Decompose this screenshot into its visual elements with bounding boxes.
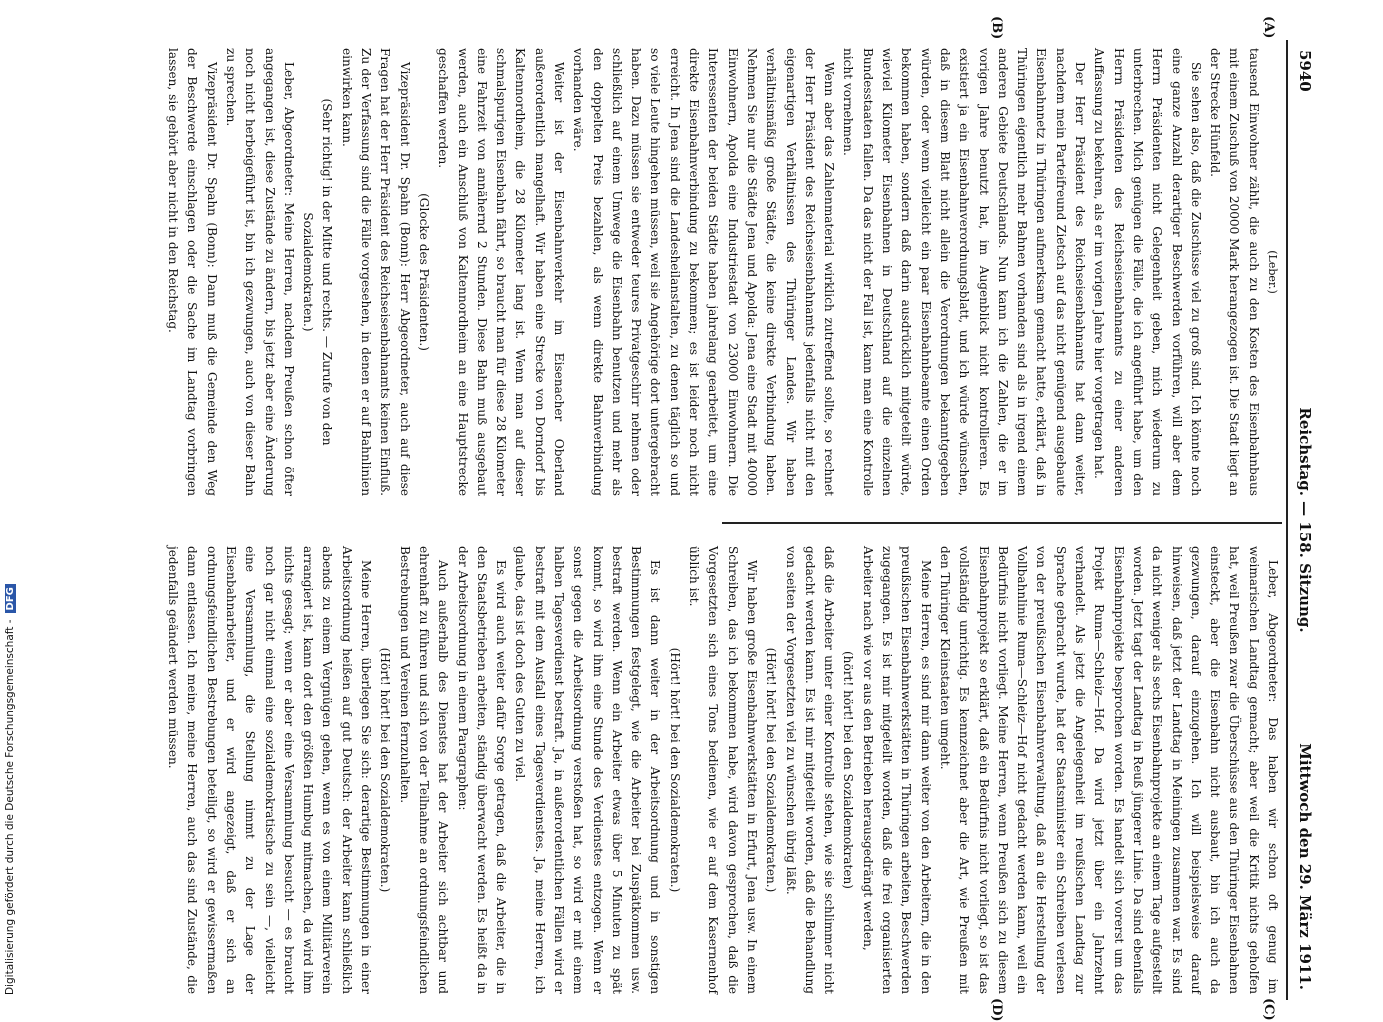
margin-mark-a: (A) bbox=[1261, 16, 1276, 39]
margin-mark-b: (B) bbox=[989, 16, 1004, 40]
header-rule bbox=[1286, 40, 1288, 1000]
dfg-logo: DFG bbox=[5, 584, 16, 613]
right-column bbox=[166, 546, 1282, 994]
session-date: Mittwoch den 29. März 1911. bbox=[1296, 743, 1314, 990]
paragraph: Vizepräsident Dr. Spahn (Bonn): Dann muß die Gemeinde den Weg der Beschwerde einschlagen oder die Sache im Landtag vorbringen lassen, sie gehört aber nicht in den Reichstag. bbox=[166, 48, 219, 496]
paragraph: Meine Herren, überlegen Sie sich: derartige Bestimmungen in einer Arbeitsordnung heißen auf gut Deutsch: der Arbeiter kann schließlich abends zu einem Vergnügen gehen, wenn es von einem Militärverein arrangiert ist, kann dort den größten Humbug mitmachen, da wird ihm nichts gesagt; wenn er aber eine Versammlung besucht — es braucht noch gar nicht einmal eine sozialdemokratische zu sein —, vielleicht eine Versammlung, die Stellung nimmt zu der Lage der Eisenbahnarbeiter, und er wird angezeigt, daß er sich an ordnungsfeindlichen Bestrebungen beteiligt, so wird er gewissermaßen dann entlassen. Ich meine, meine Herren, auch das sind Zustände, die jedenfalls geändert werden müssen. bbox=[166, 546, 374, 994]
paragraph: Sie sehen also, daß die Zuschüsse viel zu groß sind. Ich könnte noch eine ganze Anzahl derartiger Beschwerden vorführen, will aber dem Herrn Präsidenten nicht Gelegenheit geben, mich wiederum zu unterbrechen. Mich genügen die Fälle, die ich angeführt habe, um den Herrn Präsidenten des Reichseisenbahnamts zu einer anderen Auffassung zu bekehren, als er im vorigen Jahre hier vorgetragen hat. bbox=[1092, 48, 1203, 496]
paragraph: Es ist dann weiter in der Arbeitsordnung und in sonstigen Bestimmungen festgelegt, wie die Arbeiter bei Zuspätkommen usw. bestraft werden. Wenn ein Arbeiter etwas über 5 Minuten zu spät kommt, so wird ihm eine Stunde des Verdienstes entzogen. Wenn er sonst gegen die Arbeitsordnung verstoßen hat, so wird er mit einem halben Tagesverdienst bestraft. Ja, in außerordentlichen Fällen wird er bestraft mit dem Ausfall eines Tagesverdienstes. Ja, meine Herren, ich glaube, das ist doch des Guten zu viel. bbox=[513, 546, 663, 994]
paragraph: Der Herr Präsident des Reichseisenbahnamts hat dann weiter, nachdem mein Parteifreund Zietsch auf das nicht genügend ausgebaute Eisenbahnnetz in Thüringen aufmerksam gemacht hatte, erklärt, daß in Thüringen eigentlich mehr Bahnen vorhanden sind als in irgend einem anderen Gebiete Deutschlands. Nun kann ich die Zahlen, die er im vorigen Jahre benutzt hat, im Augenblick nicht kontrollieren. Es existiert ja ein Eisenbahnverordnungsblatt, und ich würde wünschen, daß in diesem Blatt nicht allein die Verordnungen bekanntgegeben würden, oder wenn vielleicht ein paar Eisenbahnbeamte einen Orden bekommen haben, sondern daß darin ausdrücklich mitgeteilt würde, wieviel Kilometer Eisenbahnen in Deutschland auf die einzelnen Bundesstaaten fallen. Da das nicht der Fall ist, kann man eine Kontrolle nicht vornehmen. bbox=[841, 48, 1088, 496]
paragraph: Leber, Abgeordneter: Das haben wir schon oft genug im weimarischen Landtag gemacht; aber weil die Kritik nichts geholfen hat, weil Preußen zwar die Überschüsse aus den Thüringer Eisenbahnen einsteckt, aber die Eisenbahn nicht ausbaut, bin ich auch da gezwungen, darauf einzugehen. Ich will beispielsweise darauf hinweisen, daß jetzt der Landtag in Meiningen zusammen war. Es sind da nicht weniger als sechs Eisenbahnprojekte an einem Tage aufgestellt worden. Jetzt tagt der Landtag in Reuß jüngerer Linie. Da sind ebenfalls Eisenbahnprojekte besprochen worden. Es handelt sich vorerst um das Projekt Ruma—Schleiz—Hof. Da wird jetzt über ein Jahrzehnt verhandelt. Als jetzt die Angelegenheit im reußischen Landtag zur Sprache gebracht wurde, hat der Staatsminister ein Schreiben verlesen von der preußischen Eisenbahnverwaltung, daß an die Herstellung der Vollbahnlinie Ruma—Schleiz—Hof nicht gedacht werden kann, weil ein Bedürfnis nicht vorliegt. Meine Herren, wenn Preußen sich zu diesem Eisenbahnprojekt so erklärt, daß ein Bedürfnis nicht vorliegt, so ist das vollständig unrichtig. Es kennzeichnet aber die Art, wie Preußen mit den Thüringer Kleinstaaten umgeht. bbox=[937, 546, 1280, 994]
column-divider bbox=[722, 522, 1282, 524]
page-number: 5940 bbox=[1296, 50, 1314, 92]
paragraph: Leber, Abgeordneter: Meine Herren, nachdem Preußen schon öfter angegangen ist, diese Zustände zu ändern, bis jetzt aber eine Änderung noch nicht herbeigeführt ist, bin ich gezwungen, auch von dieser Bahn zu sprechen. bbox=[223, 48, 296, 496]
document-page bbox=[0, 16, 1320, 1022]
paragraph: Wir haben große Eisenbahnwerkstätten in Erfurt, Jena usw. In einem Schreiben, das ich bekommen habe, wird davon gesprochen, daß die Vorgesetzten sich eines Tons bedienen, wie er auf dem Kasernenhof üblich ist. bbox=[687, 546, 759, 994]
interjection: (Hört! hört! bei den Sozialdemokraten.) bbox=[764, 647, 779, 893]
margin-mark-c: (C) bbox=[1261, 998, 1276, 1021]
paragraph: tausend Einwohner zählt, die auch zu den Kosten des Eisenbahnbaus mit einem Zuschuß von 20000 Mark herangezogen ist. Die Stadt liegt an der Strecke Hünfeld. bbox=[1208, 48, 1261, 496]
left-column bbox=[166, 48, 1282, 496]
page-header bbox=[1290, 40, 1320, 1000]
credit-text: Digitalisierung gefördert durch die Deutsche Forschungsgemeinschaft - bbox=[4, 619, 16, 995]
interjection: (Glocke des Präsidenten.) bbox=[416, 193, 431, 351]
interjection: (Hört! hört! bei den Sozialdemokraten.) bbox=[667, 647, 682, 893]
session-title: Reichstag. — 158. Sitzung. bbox=[1296, 407, 1314, 633]
speaker-note: (Leber.) bbox=[1266, 250, 1279, 294]
quotation: Auch außerhalb des Dienstes hat der Arbeiter sich achtbar und ehrenhaft zu führen und sich von der Teilnahme an ordnungsfeindlichen Bestrebungen und Vereinen fernzuhalten. bbox=[397, 546, 451, 994]
paragraph: Vizepräsident Dr. Spahn (Bonn): Herr Abgeordneter, auch auf diese Fragen hat der Herr Präsident des Reichseisenbahnamts keinen Einfluß. Zu der Verfassung sind die Fälle vorgesehen, in denen er auf Bahnlinien einwirken kann. bbox=[339, 48, 412, 496]
interjection: (Hört! hört! bei den Sozialdemokraten.) bbox=[378, 647, 393, 893]
margin-mark-d: (D) bbox=[989, 998, 1004, 1022]
digitization-credit bbox=[4, 515, 20, 995]
interjection: (Sehr richtig! in der Mitte und rechts. — Zurufe von den Sozialdemokraten.) bbox=[301, 98, 335, 446]
paragraph: Weiter ist der Eisenbahnverkehr im Eisenacher Oberland außerordentlich mangelhaft. Wir haben eine Strecke von Dorndorf bis Kaltennordheim, die 28 Kilometer lang ist. Wenn man auf dieser schmalspurigen Eisenbahn fährt, so braucht man für diese 28 Kilometer eine Fahrzeit von annähernd 2 Stunden. Diese Bahn muß ausgebaut werden, auch ein Anschluß von Kaltennordheim an eine Hauptstrecke geschaffen werden. bbox=[436, 48, 567, 496]
paragraph: Wenn aber das Zahlenmaterial wirklich zutreffend sollte, so rechnet der Herr Präsident des Reichseisenbahnamts jedenfalls nicht mit den eigenartigen Verhältnissen des Thüringer Landes. Wir haben verhältnismäßig große Städte, die keine direkte Verbindung haben. Nehmen Sie nur die Städte Jena und Apolda: Jena eine Stadt mit 40000 Einwohnern, Apolda eine Industriestadt von 23000 Einwohnern. Die Interessenten der beiden Städte haben jahrelang gearbeitet, um eine direkte Eisenbahnverbindung zu bekommen; es ist leider noch nicht erreicht. In Jena sind die Landesheilanstalten, zu denen täglich so und so viele Leute hingehen müssen, weil sie Angehörige dort untergebracht haben. Dazu müssen sie entweder teures Privatgeschirr nehmen oder schließlich auf einem Umwege die Eisenbahn benutzen und mehr als den doppelten Preis bezahlen, als wenn direkte Bahnverbindung vorhanden wäre. bbox=[571, 48, 837, 496]
interjection: (hört! hört! bei den Sozialdemokraten) bbox=[841, 650, 856, 890]
paragraph: Es wird auch weiter dafür Sorge getragen, daß die Arbeiter, die in den Staatsbetrieben arbeiten, ständig überwacht werden. Es heißt da in der Arbeitsordnung in einem Paragraphen: bbox=[455, 546, 509, 994]
paragraph: daß die Arbeiter unter einer Kontrolle stehen, wie sie schlimmer nicht gedacht werden kann. Es ist mir mitgeteilt worden, daß die Behandlung von seiten der Vorgesetzten viel zu wünschen übrig läßt. bbox=[783, 546, 837, 994]
paragraph: Meine Herren, es sind mir dann weiter von den Arbeitern, die in den preußischen Eisenbahnwerkstätten in Thüringen arbeiten, Beschwerden zugegangen. Es ist mir mitgeteilt worden, daß die frei organisierten Arbeiter nach wie vor aus den Betrieben herausgedrängt werden, bbox=[860, 546, 933, 994]
